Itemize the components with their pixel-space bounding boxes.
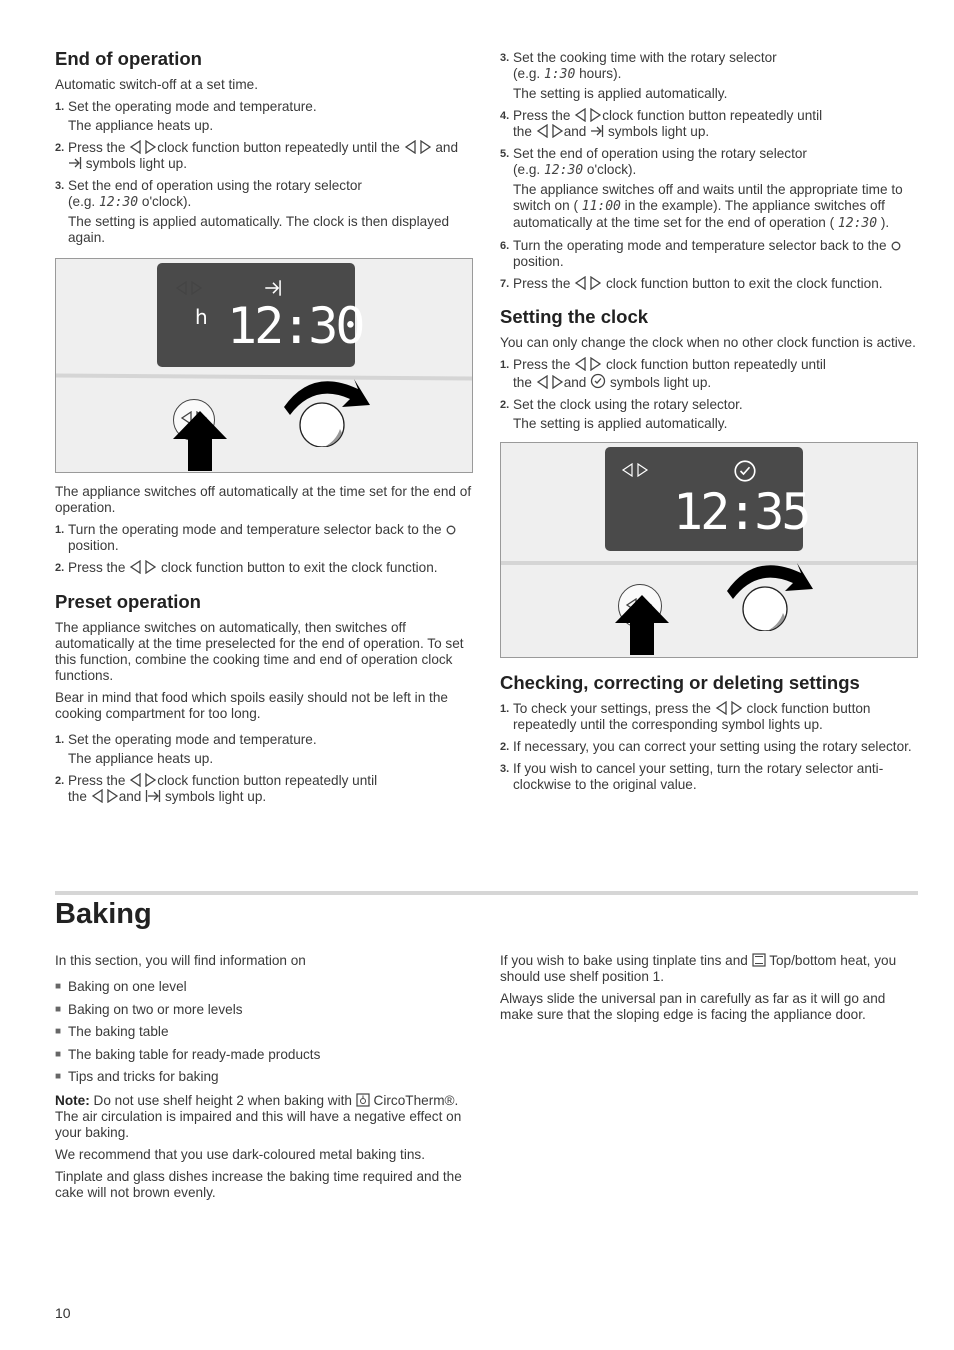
baking-right-column — [500, 953, 918, 1029]
page-number: 10 — [55, 1305, 71, 1321]
step — [500, 238, 918, 270]
clock-function-icon — [536, 124, 564, 138]
step — [500, 108, 918, 140]
panel-edge — [501, 561, 917, 565]
step-text: Set the clock using the rotary selector. — [513, 397, 743, 412]
step-text: symbols light up. — [164, 789, 267, 804]
step-text: position. — [68, 538, 119, 553]
section-divider — [55, 891, 918, 895]
clock-function-icon — [129, 140, 157, 154]
clock-function-icon — [129, 560, 157, 574]
step-text: and — [563, 124, 587, 139]
step-text: If necessary, you can correct your setting using the rotary selector. — [513, 739, 912, 754]
step-text: Press the — [68, 560, 126, 575]
topic-link: The baking table for ready-made products — [68, 1046, 321, 1062]
step-number: 3. — [500, 763, 510, 775]
step-subtext: in the example). The appliance switches off automatically at the time set for the end of operation ( — [513, 198, 885, 230]
baking-paragraph: Tinplate and glass dishes increase the baking time required and the cake will not brown evenly. — [55, 1169, 462, 1200]
step-subtext: The setting is applied automatically. — [513, 86, 728, 101]
step-text: Set the cooking time with the rotary selector — [513, 50, 777, 65]
step-text: Press the — [513, 357, 571, 372]
topic-link: Tips and tricks for baking — [68, 1069, 219, 1084]
step-number: 3. — [500, 52, 510, 64]
clock-function-icon — [715, 701, 743, 715]
rotary-selector-icon[interactable] — [280, 371, 372, 447]
step-number: 2. — [500, 741, 510, 753]
time-example: 12:30 — [543, 163, 584, 178]
step-text: clock function button to exit the clock function. — [605, 276, 883, 291]
setting-the-clock-intro: You can only change the clock when no other clock function is active. — [500, 335, 916, 350]
step-text: position. — [513, 254, 564, 269]
step-subtext: The setting is applied automatically. — [513, 416, 728, 431]
step-subtext: The appliance heats up. — [68, 118, 214, 133]
step-text: clock function button to exit the clock function. — [160, 560, 438, 575]
step-number: 1. — [500, 703, 510, 715]
paragraph-text: If you wish to bake using tinplate tins and — [500, 953, 748, 968]
time-example: 12:30 — [837, 216, 878, 231]
step — [55, 99, 473, 134]
step-subtext: The appliance heats up. — [68, 751, 214, 766]
panel-edge — [56, 374, 472, 381]
end-of-operation-icon — [590, 124, 604, 138]
preset-paragraph: The appliance switches on automatically, then switches off automatically at the time preselected for the end of operation. To set this function, combine the cooking time and end of operation clock functions. — [55, 620, 464, 683]
step-subtext: The setting is applied automatically. The clock is then displayed again. — [68, 214, 450, 245]
clock-icon — [590, 373, 606, 389]
step-number: 2. — [55, 562, 65, 574]
end-of-operation-heading: End of operation — [55, 48, 202, 69]
step-text: Turn the operating mode and temperature selector back to the — [513, 238, 887, 253]
list-item: ■ The baking table for ready-made products — [55, 1046, 321, 1062]
step-text: clock function button repeatedly until the corresponding symbol lights up. — [513, 701, 871, 732]
clock-function-icon — [175, 281, 203, 295]
step-number: 3. — [55, 180, 65, 192]
step-number: 1. — [55, 101, 65, 113]
cooking-time-icon — [145, 789, 161, 803]
step-text: (e.g. — [513, 66, 541, 81]
step-number: 2. — [55, 142, 65, 154]
note-label: Note: — [55, 1093, 90, 1108]
arrow-up-icon — [611, 593, 673, 655]
baking-heading: Baking — [55, 898, 152, 930]
baking-note — [55, 1093, 473, 1141]
topic-link: Baking on one level — [68, 979, 187, 994]
list-item: ■ Tips and tricks for baking — [55, 1069, 219, 1084]
baking-intro: In this section, you will find information on — [55, 953, 306, 968]
top-bottom-heat-icon — [752, 953, 766, 967]
step-text: Set the operating mode and temperature. — [68, 99, 317, 114]
step-text: Press the — [513, 108, 571, 123]
left-column — [55, 48, 473, 811]
end-of-operation-after: The appliance switches off automatically at the time set for the end of operation. — [55, 484, 472, 515]
step — [55, 178, 473, 246]
step-text: the — [68, 789, 87, 804]
rotary-selector-icon[interactable] — [723, 555, 817, 631]
step — [500, 397, 918, 432]
time-example: 11:00 — [581, 199, 621, 214]
step — [55, 140, 473, 172]
clock-icon — [733, 459, 757, 483]
step-number: 5. — [500, 148, 510, 160]
off-position-icon — [445, 524, 457, 536]
step-number: 7. — [500, 278, 510, 290]
note-text: Do not use shelf height 2 when baking with — [93, 1093, 352, 1108]
step-number: 1. — [55, 524, 65, 536]
step-number: 1. — [55, 734, 65, 746]
step-text: the — [513, 124, 532, 139]
topic-link: The baking table — [68, 1024, 169, 1039]
end-of-operation-intro: Automatic switch-off at a set time. — [55, 77, 258, 92]
step — [500, 146, 918, 232]
note-text: CircoTherm®. The air circulation is impaired and this will have a negative effect on your baking. — [55, 1093, 462, 1140]
off-position-icon — [890, 240, 902, 252]
step-text: clock function button repeatedly until — [157, 773, 378, 788]
step-text: Set the end of operation using the rotary selector — [513, 146, 807, 161]
step-text: hours). — [579, 66, 622, 81]
step — [500, 50, 918, 102]
end-of-operation-icon — [263, 279, 283, 297]
list-item: ■ Baking on two or more levels — [55, 1001, 243, 1017]
topic-link: Baking on two or more levels — [68, 1001, 243, 1017]
clock-function-icon — [91, 789, 119, 803]
step-text: If you wish to cancel your setting, turn the rotary selector anti-clockwise to the original value. — [513, 761, 884, 792]
time-example: 1:30 — [543, 67, 576, 82]
step — [500, 739, 918, 755]
step-number: 2. — [500, 399, 510, 411]
step-text: clock function button repeatedly until the — [157, 140, 400, 155]
step-number: 1. — [500, 359, 510, 371]
step-text: To check your settings, press the — [513, 701, 711, 716]
hours-indicator: h — [195, 305, 208, 329]
baking-paragraph — [500, 953, 918, 985]
appliance-display-figure — [55, 258, 473, 473]
step-number: 6. — [500, 240, 510, 252]
step-number: 2. — [55, 775, 65, 787]
clock-function-icon — [574, 108, 602, 122]
step — [55, 732, 473, 767]
paragraph-text: Top/bottom heat, you should use shelf position 1. — [500, 953, 897, 984]
step-text: Set the operating mode and temperature. — [68, 732, 317, 747]
lcd-display — [157, 263, 363, 367]
list-item: ■ Baking on one level — [55, 979, 187, 994]
time-example: 12:30 — [98, 195, 139, 210]
step-text: symbols light up. — [85, 156, 188, 171]
clock-display-figure — [500, 442, 918, 658]
clock-function-icon — [621, 463, 649, 477]
end-of-operation-icon — [68, 156, 82, 170]
step — [55, 522, 473, 554]
step-text: and — [563, 375, 587, 390]
step-text: Press the — [68, 773, 126, 788]
arrow-up-icon — [170, 409, 230, 471]
lcd-display — [605, 447, 809, 551]
preset-operation-heading: Preset operation — [55, 591, 201, 612]
list-item: ■ The baking table — [55, 1024, 169, 1039]
step-text: Set the end of operation using the rotary selector — [68, 178, 362, 193]
clock-function-icon — [536, 375, 564, 389]
step — [500, 357, 918, 391]
preset-paragraph: Bear in mind that food which spoils easily should not be left in the cooking compartment for too long. — [55, 690, 448, 721]
setting-the-clock-heading: Setting the clock — [500, 306, 649, 327]
display-time: 12:30 — [227, 297, 363, 355]
clock-function-icon — [574, 357, 602, 371]
step-text: (e.g. — [68, 194, 96, 209]
right-column — [500, 50, 918, 799]
step-text: clock function button repeatedly until — [602, 108, 823, 123]
step — [500, 701, 918, 733]
display-time: 12:35 — [673, 483, 809, 541]
step-text: clock function button repeatedly until — [605, 357, 826, 372]
clock-function-icon — [404, 140, 432, 154]
baking-paragraph: We recommend that you use dark-coloured metal baking tins. — [55, 1147, 425, 1162]
clock-function-icon — [574, 276, 602, 290]
step-text: the — [513, 375, 532, 390]
baking-paragraph: Always slide the universal pan in carefully as far as it will go and make sure that the sloping edge is facing the appliance door. — [500, 991, 886, 1022]
checking-settings-heading: Checking, correcting or deleting settings — [500, 672, 860, 693]
circotherm-icon — [356, 1093, 370, 1107]
step-text: o'clock). — [586, 162, 637, 177]
step-number: 4. — [500, 110, 510, 122]
step-text: Turn the operating mode and temperature selector back to the — [68, 522, 442, 537]
step — [55, 560, 473, 576]
baking-left-column — [55, 953, 473, 1207]
step — [55, 773, 473, 805]
step-subtext: ). — [880, 215, 890, 230]
step-text: Press the — [68, 140, 126, 155]
step-text: symbols light up. — [609, 375, 712, 390]
step-text: (e.g. — [513, 162, 541, 177]
step-text: Press the — [513, 276, 571, 291]
step-text: and — [435, 140, 459, 155]
step-text: o'clock). — [141, 194, 192, 209]
clock-function-icon — [129, 773, 157, 787]
step-text: and — [118, 789, 142, 804]
step — [500, 761, 918, 793]
step — [500, 276, 918, 292]
step-subtext: The appliance switches off and waits until the appropriate time to switch on ( — [513, 182, 903, 213]
step-text: symbols light up. — [607, 124, 710, 139]
